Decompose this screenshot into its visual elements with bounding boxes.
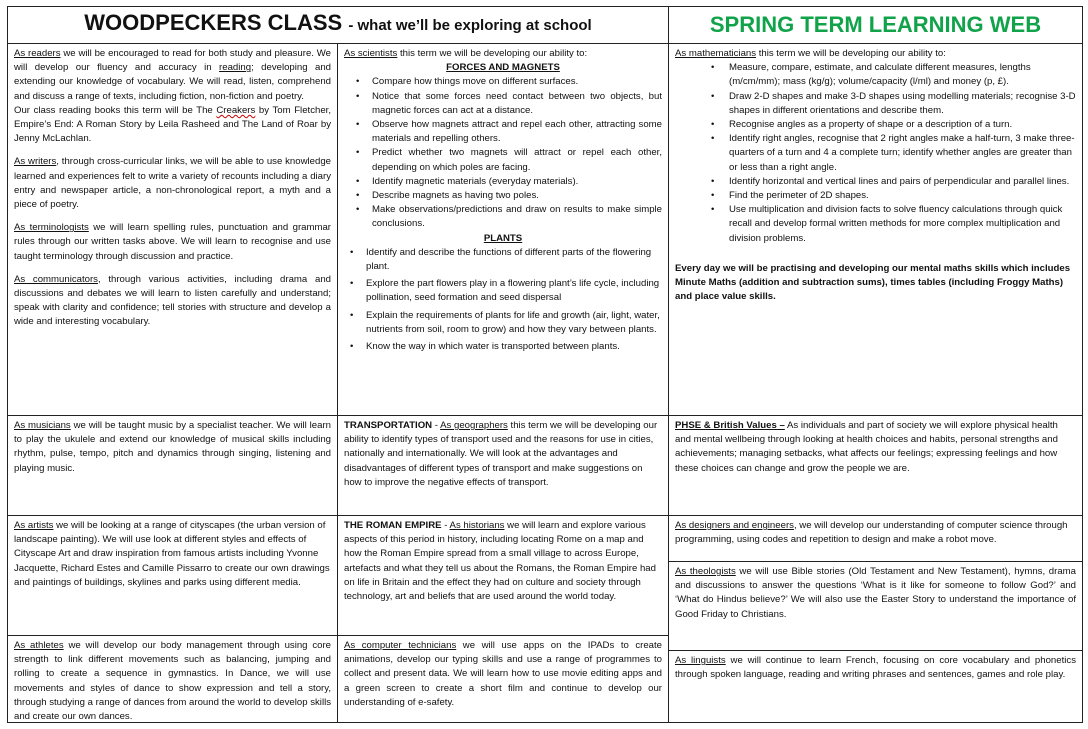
- languages-paragraph: [675, 654, 1076, 682]
- dt-cell: [668, 515, 1083, 562]
- geography-paragraph: [344, 419, 662, 490]
- history-cell: [337, 515, 669, 636]
- page-title: [84, 10, 592, 36]
- mathematicians-role: As mathematicians: [675, 48, 757, 59]
- computer-technicians-role: As computer technicians: [344, 640, 457, 651]
- plants-list: [344, 246, 662, 354]
- plants-list-item: • Explore the part flowers play in a flowering plant’s life cycle, including pollination, seed formation and seed dispersal: [344, 277, 662, 305]
- forces-heading: FORCES AND MAGNETS: [446, 62, 560, 74]
- term-title: SPRING TERM LEARNING WEB: [709, 11, 1042, 37]
- plants-list-item: • Explain the requirements of plants for life and growth (air, light, water, nutrients from soil, room to grow) and how they vary between plants.: [344, 309, 662, 337]
- linguists-role: As linguists: [675, 655, 726, 666]
- languages-text: we will continue to learn French, focusing on core vocabulary and phonetics through spoken language, reading and writing phrases and sentences, games and role play.: [675, 655, 1076, 681]
- forces-list-item: • Observe how magnets attract and repel each other, attracting some materials and repelling others.: [344, 118, 662, 146]
- writers-role: As writers: [14, 156, 57, 168]
- historians-role: As historians: [449, 520, 505, 531]
- forces-list-item: • Notice that some forces need contact between two objects, but magnetic forces can act at a distance.: [344, 90, 662, 118]
- forces-list-item: • Compare how things move on different surfaces.: [344, 75, 662, 89]
- computing-paragraph: [344, 639, 662, 710]
- geography-cell: [337, 415, 669, 516]
- computing-cell: [337, 635, 669, 723]
- science-intro-text: this term we will be developing our ability to:: [397, 48, 588, 59]
- mental-maths-note: Every day we will be practising and developing our mental maths skills which includes Minute Maths (addition and subtraction sums), times tables (including Froggy Maths) and place value skills.: [675, 262, 1071, 303]
- maths-list-item: • Measure, compare, estimate, and calculate different measures, lengths (m/cm/mm); mass (kg/g); volume/capacity (l/ml) and money (p, £).: [675, 61, 1076, 89]
- maths-list: [675, 61, 1076, 246]
- writers-text: , through cross-curricular links, we will be able to use knowledge learned and experiences felt to write a variety of recounts including a diary entry and newspaper article, a non-chronological report, a myth and a piece of poetry.: [14, 156, 332, 211]
- maths-list-item: • Draw 2-D shapes and make 3-D shapes using modelling materials; recognise 3-D shapes in different orientations and describe them.: [675, 90, 1076, 118]
- history-topic: THE ROMAN EMPIRE: [344, 520, 442, 531]
- terminologists-text: we will learn spelling rules, punctuation and grammar rules through our written tasks above. We will learn to recognise and use taught terminology through discussion and practice.: [14, 222, 332, 262]
- pshe-paragraph: [675, 419, 1076, 476]
- forces-list-item: • Predict whether two magnets will attract or repel each other, depending on which poles are facing.: [344, 146, 662, 174]
- maths-list-item: • Recognise angles as a property of shape or a description of a turn.: [675, 118, 1076, 132]
- re-paragraph: [675, 565, 1076, 622]
- plants-heading: PLANTS: [483, 232, 523, 244]
- readers-text-2: ; developing and extending our knowledge of vocabulary. We will read, listen, comprehend and discuss a range of texts, including fiction, non-fiction and poetry.: [14, 62, 331, 102]
- artists-role: As artists: [14, 520, 54, 531]
- art-cell: [7, 515, 338, 636]
- terminologists-paragraph: [14, 221, 331, 264]
- pe-text: we will develop our body management through using core strength to link different movements such as balancing, jumping and rolling to create a sequence in gymnastics. In Dance, we will use movements and styles of dance to show expression and tell a story, through studying a range of dances from around the world to develop skills and create our own dances.: [14, 640, 331, 723]
- readers-paragraph: [14, 47, 331, 104]
- forces-list-item: • Describe magnets as having two poles.: [344, 189, 662, 203]
- books-text: Our class reading books this term will be The: [14, 104, 217, 116]
- geography-topic: TRANSPORTATION: [344, 420, 433, 431]
- communicators-role: As communicators: [14, 273, 98, 285]
- communicators-paragraph: [14, 273, 331, 330]
- term-title-cell: [668, 6, 1083, 44]
- geography-dash: -: [432, 420, 441, 431]
- history-text: we will learn and explore various aspects of this period in history, including locating Rome on a map and how the Roman Empire spread from a small village to across Europe, artefacts and what they tell us about the Romans, the Roman Empire had on life in Britain and the effect they had on culture and society through technology, art and beliefs that are used around the world today.: [344, 520, 656, 603]
- book-title-creakers: Creakers: [216, 104, 256, 116]
- re-text: we will use Bible stories (Old Testament and New Testament), hymns, drama and discussions to answer the questions ‘What is it like for someone to follow God?’ and ‘What do Hindus believe?’ We will also use the Easter Story to understand the importance of Good Friday to Christians.: [675, 566, 1076, 620]
- languages-cell: [668, 650, 1083, 723]
- forces-list-item: • Make observations/predictions and draw on results to make simple conclusions.: [344, 203, 662, 231]
- pe-paragraph: [14, 639, 331, 723]
- class-name: WOODPECKERS CLASS: [84, 10, 343, 36]
- maths-list-item: • Use multiplication and division facts to solve fluency calculations through quick recall and develop formal written methods for more complex multiplication and division problems.: [675, 203, 1076, 246]
- music-cell: [7, 415, 338, 516]
- maths-list-item: • Identify horizontal and vertical lines and pairs of perpendicular and parallel lines.: [675, 175, 1076, 189]
- music-text: we will be taught music by a specialist teacher. We will learn to play the ukulele and extend our knowledge of musical skills including rhythm, pulse, tempo, pitch and dynamics through singing, listening and playing music.: [14, 420, 332, 474]
- science-intro: [344, 47, 662, 61]
- pshe-text: As individuals and part of society we will explore physical health and mental wellbeing through looking at health choices and habits, personal strengths and achievements; managing setbacks, what affects our feelings; expressing feelings and how these choices can change and grow the people we are.: [675, 420, 1058, 474]
- readers-role: As readers: [14, 48, 61, 59]
- books-paragraph: [14, 104, 331, 147]
- maths-cell: [668, 43, 1083, 416]
- re-cell: [668, 561, 1083, 651]
- maths-intro-text: this term we will be developing our ability to:: [756, 48, 946, 59]
- geography-text: this term we will be developing our ability to identify types of transport used and the reasons for use in cities, nationally and internationally. We will look at the advantages and disadvantages of different types of transport and make suggestions on how to improve the negative effects of transport.: [344, 420, 658, 488]
- history-dash: -: [441, 520, 450, 531]
- terminologists-role: As terminologists: [14, 222, 89, 234]
- maths-list-item: • Find the perimeter of 2D shapes.: [675, 189, 1076, 203]
- art-text: we will be looking at a range of cityscapes (the urban version of landscape painting). We will use look at different styles and effects of Cityscape Art and draw inspiration from famous artists including Yvonne Jacquette, Richard Estes and Camille Pissarro to create our own drawings and paintings of buildings, skylines and parks using different media.: [14, 520, 330, 588]
- science-cell: [337, 43, 669, 416]
- scientists-role: As scientists: [344, 48, 398, 59]
- english-cell: [7, 43, 338, 416]
- readers-text: we will be encouraged to read for both study and pleasure. We will develop our fluency and accuracy in: [14, 48, 331, 74]
- reading-word: reading: [219, 62, 252, 74]
- forces-list-item: • Identify magnetic materials (everyday materials).: [344, 175, 662, 189]
- pe-cell: [7, 635, 338, 723]
- maths-list-item: • Identify right angles, recognise that 2 right angles make a half-turn, 3 make three-quarters of a turn and 4 a complete turn; identify whether angles are greater than or less than a right angle.: [675, 132, 1076, 175]
- computing-text: we will use apps on the IPADs to create animations, develop our typing skills and use a range of programmes to collect and present data. We will learn how to use movie editing apps and a green screen to create a short film and continue to develop our understanding of e-safety.: [344, 640, 663, 708]
- dt-text: , we will develop our understanding of computer science through programming, using codes and repetition to design and make a robot move.: [675, 520, 1068, 546]
- pshe-cell: [668, 415, 1083, 516]
- geographers-role: As geographers: [440, 420, 508, 431]
- art-paragraph: [14, 519, 331, 590]
- music-paragraph: [14, 419, 331, 476]
- plants-list-item: • Know the way in which water is transported between plants.: [344, 340, 662, 354]
- communicators-text: , through various activities, including drama and discussions and debates we will learn to listen carefully and understand; speak with clarity and confidence; tell stories with structure and develop a wide and interesting vocabulary.: [14, 273, 331, 328]
- books-text-2: by Tom Fletcher, Empire’s End: A Roman Story by Leila Rasheed and The Land of Roar by Jenny McLachlan.: [14, 104, 331, 145]
- designers-role: As designers and engineers: [675, 520, 794, 531]
- title-subtitle: - what we’ll be exploring at school: [348, 17, 592, 35]
- musicians-role: As musicians: [14, 420, 71, 431]
- athletes-role: As athletes: [14, 640, 64, 651]
- writers-paragraph: [14, 155, 331, 212]
- forces-list: [344, 75, 662, 231]
- history-paragraph: [344, 519, 662, 604]
- pshe-role: PHSE & British Values –: [675, 420, 785, 431]
- class-title-cell: [7, 6, 669, 44]
- theologists-role: As theologists: [675, 566, 736, 577]
- maths-intro: [675, 47, 1076, 61]
- dt-paragraph: [675, 519, 1076, 547]
- plants-list-item: • Identify and describe the functions of different parts of the flowering plant.: [344, 246, 662, 274]
